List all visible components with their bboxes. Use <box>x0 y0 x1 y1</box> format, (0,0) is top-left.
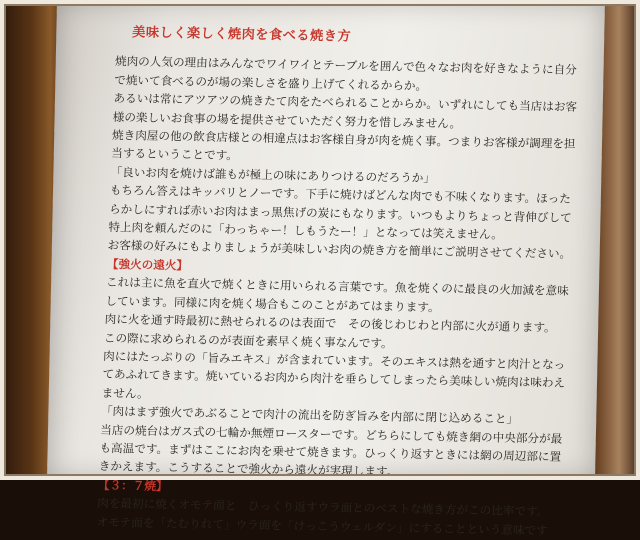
body-line: 肉にはたっぷりの「旨みエキス」が含まれています。そのエキスは熱を通すと肉汁となっ <box>102 348 566 372</box>
body-line: てあふれてきます。焼いているお肉から肉汁を垂らしてしまったら美味しい焼肉は味わえ <box>102 367 566 391</box>
menu-sheet <box>47 0 605 538</box>
body-line: あるいは常にアツアツの焼きたて肉をたべられることからか。いずれにしても当店はお客 <box>113 91 578 115</box>
menu-text-block <box>96 24 578 539</box>
body-line: もちろん答えはキッパリとノーです。下手に焼けばどんな肉でも不味くなります。ほった <box>109 183 572 207</box>
body-line: この際に求められるのが表面を素早く焼く事なんです。 <box>103 330 393 350</box>
body-line: ません。 <box>101 385 150 401</box>
body-line: オモテ面を「たむりれて」ウラ面を「けっこうウェルダン」にすることという意味です <box>96 514 548 538</box>
body-line: 焼肉の人気の理由はみんなでワイワイとテーブルを囲んで色々なお肉を好きなように自分 <box>114 54 578 78</box>
body-line: も高温です。まずはここにお肉を乗せて焼きます。ひっくり返すときには網の周辺部に置 <box>99 440 562 464</box>
body-line: 当店の焼台はガス式の七輪か無煙ロースターです。どちらにしても焼き網の中央部分が最 <box>99 422 563 446</box>
body-line: これは主に魚を直火で焼くときに用いられる言葉です。魚を焼くのに最良の火加減を意味 <box>105 275 569 299</box>
section-heading-strong-fire: 【強火の遠火】 <box>106 256 189 273</box>
body-line: 特上肉を頼んだのに「わっちゃー！しもうたー！」となっては笑えません。 <box>108 220 504 242</box>
body-line: 肉に火を通す時最初に熱せられるのは表面で その後じわじわと内部に火が通ります。 <box>104 312 556 335</box>
body-line: 焼き肉屋の他の飲食店様との相違点はお客様自身が肉を焼く事。つまりお客様が調理を担 <box>111 128 576 151</box>
section-heading-3-7-grill: 【３：７焼】 <box>97 477 168 493</box>
body-line: 当するということです。 <box>111 146 239 163</box>
body-line: しています。同様に肉を焼く場合もこのことがあてはまります。 <box>105 293 440 315</box>
body-line: 「良いお肉を焼けば誰もが極上の味にありつけるのだろうか」 <box>110 164 436 186</box>
body-line: 様の楽しいお食事の場を提供させていただく努力を惜しみません。 <box>112 109 462 131</box>
body-line: 「肉はまず強火であぶることで肉汁の流出を防ぎ旨みを内部に閉じ込めること」 <box>100 404 519 427</box>
body-line: 肉を最初に焼くオモテ面と ひっくり返すウラ面とのベストな焼き方がこの比率です。 <box>97 496 549 519</box>
body-line: きかえます。こうすることで強火から遠火が実現します。 <box>98 459 399 480</box>
body-line: らかしにすれば赤いお肉はまっ黒焦げの炭にもなります。いつもよりちょっと背伸びして <box>108 201 572 225</box>
menu-title: 美味しく楽しく焼肉を食べる焼き方 <box>131 25 352 45</box>
body-line: で焼いて食べるのが場の楽しさを盛り上げてくれるからか。 <box>114 72 428 93</box>
body-line: お客様の好みにもよりましょうが美味しいお肉の焼き方を簡単にご説明させてください。 <box>107 238 572 262</box>
